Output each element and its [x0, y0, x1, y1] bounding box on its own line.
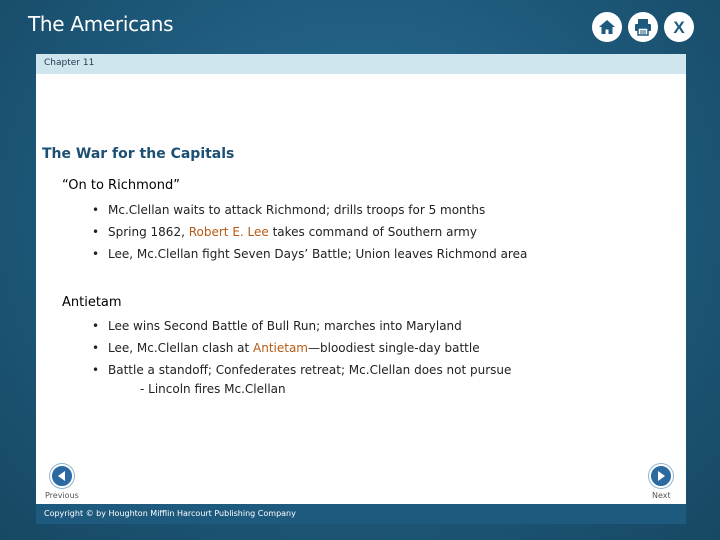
- next-label[interactable]: Next: [652, 491, 671, 500]
- previous-button[interactable]: [50, 464, 74, 488]
- bullet-list-richmond: [92, 199, 527, 265]
- home-icon: [597, 17, 617, 37]
- slide-title: The War for the Capitals: [42, 146, 235, 162]
- footer-bar: [36, 504, 686, 524]
- slide-content: [36, 74, 686, 504]
- sub-point: - Lincoln fires Mc.Clellan: [140, 382, 286, 396]
- bullet-item: • Battle a standoff; Confederates retreat; Mc.Clellan does not pursue: [92, 359, 511, 381]
- bullet-item: • Lee, Mc.Clellan fight Seven Days’ Battle; Union leaves Richmond area: [92, 243, 527, 265]
- bullet-item: • Spring 1862, Robert E. Lee takes command of Southern army: [92, 221, 527, 243]
- arrow-left-icon: [56, 470, 68, 482]
- close-button[interactable]: [664, 12, 694, 42]
- highlight-term: Robert E. Lee: [188, 225, 269, 239]
- bullet-item: • Lee, Mc.Clellan clash at Antietam—bloodiest single-day battle: [92, 337, 511, 359]
- app-title: The Americans: [28, 12, 174, 36]
- highlight-term: Antietam: [253, 341, 308, 355]
- bullet-list-antietam: [92, 315, 511, 381]
- svg-text:X: X: [673, 18, 685, 37]
- print-icon: [633, 17, 653, 37]
- close-icon: [669, 17, 689, 37]
- section-heading-richmond: “On to Richmond”: [62, 178, 180, 193]
- previous-label[interactable]: Previous: [45, 491, 79, 500]
- chapter-bar: [36, 54, 686, 74]
- chapter-label: Chapter 11: [44, 58, 95, 68]
- section-heading-antietam: Antietam: [62, 295, 122, 310]
- toolbar: [592, 12, 694, 42]
- arrow-right-icon: [655, 470, 667, 482]
- print-button[interactable]: [628, 12, 658, 42]
- next-button[interactable]: [649, 464, 673, 488]
- copyright-text: Copyright © by Houghton Mifflin Harcourt Publishing Company: [44, 509, 296, 518]
- bullet-item: • Mc.Clellan waits to attack Richmond; drills troops for 5 months: [92, 199, 527, 221]
- bullet-item: • Lee wins Second Battle of Bull Run; marches into Maryland: [92, 315, 511, 337]
- home-button[interactable]: [592, 12, 622, 42]
